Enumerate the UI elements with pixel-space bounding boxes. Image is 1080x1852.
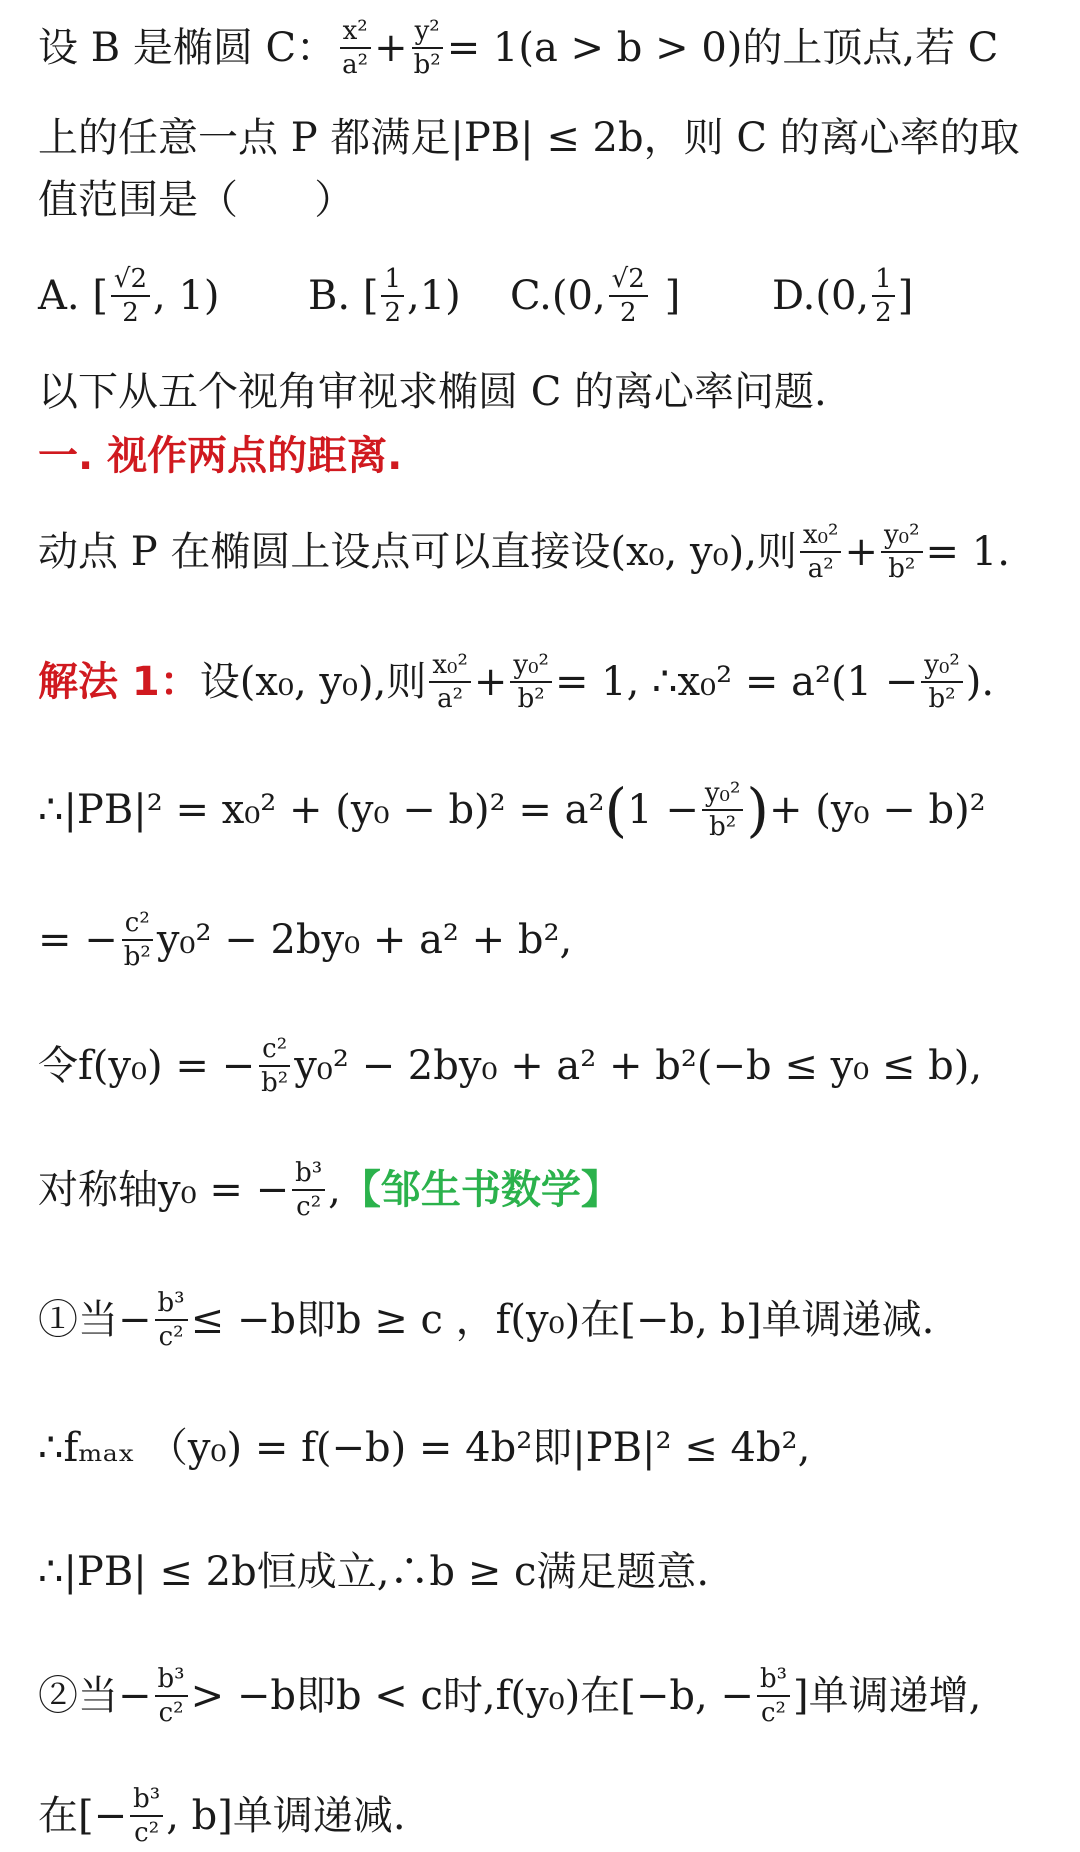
equation-text: ∴|PB|² = x₀² + (y₀ − b)² = a² [38,787,605,833]
problem-text: 设 B 是椭圆 C： [38,25,337,71]
numerator: b³ [292,1160,325,1191]
case-2 [38,1666,1056,1726]
section-heading: 一. 视作两点的距离. [38,433,403,479]
denominator: c² [296,1192,322,1222]
solution-text: = 1, ∴x₀² = a²(1 − [554,659,919,705]
equation-4 [38,1160,1056,1220]
denominator: c² [760,1698,786,1728]
fraction-x2-a2 [339,18,371,78]
numerator: 1 [381,266,404,297]
fraction [292,1160,325,1220]
option-text: B. [ [308,273,379,319]
paragraph-1 [38,522,1056,582]
option-text: D.(0, [772,273,870,319]
numerator: b³ [757,1666,790,1697]
fraction [881,522,923,582]
equation-text: ∴|PB| ≤ 2b恒成立,∴b ≥ c满足题意. [38,1549,710,1595]
equation-text: y₀² − 2by₀ + a² + b²(−b ≤ y₀ ≤ b), [294,1043,983,1089]
numerator: y₀² [881,522,923,553]
paragraph-text: 动点 P 在椭圆上设点可以直接设(x₀, y₀),则 [38,529,797,575]
numerator: √2 [111,266,150,297]
equation-text: 1 − [627,787,699,833]
fraction [155,1290,188,1350]
numerator: x₀² [800,522,842,553]
numerator: x² [340,18,371,49]
fraction [111,266,150,326]
problem-text: = 1(a > b > 0)的上顶点,若 C [446,25,999,71]
problem-line-1 [38,18,1056,78]
option-text: , 1) [153,273,220,319]
option-a [38,266,220,326]
numerator: y₀² [921,652,963,683]
fraction [872,266,895,326]
denominator: b² [928,684,956,714]
numerator: x₀² [429,652,471,683]
equation-text: 对称轴y₀ = − [38,1167,290,1213]
equation-text: + (y₀ − b)² [769,787,986,833]
equation-text: ]单调递增, [793,1673,982,1719]
option-text: ] [897,273,914,319]
equation-6 [38,1548,1056,1596]
plus-sign: + [844,529,878,575]
fraction [921,652,963,712]
denominator: a² [807,554,834,584]
fraction-y2-b2 [411,18,444,78]
equation-text: ②当− [38,1673,152,1719]
problem-line-3 [38,176,1056,224]
denominator: b² [123,942,151,972]
denominator: 2 [619,298,637,328]
equation-text: y₀² − 2by₀ + a² + b², [156,917,573,963]
option-d [772,266,913,326]
equation-text: ≤ −b即b ≥ c ，f(y₀)在[−b, b]单调递减. [190,1297,935,1343]
option-text: C.(0, [510,273,606,319]
denominator: a² [437,684,464,714]
denominator: 2 [384,298,401,328]
denominator: b² [413,50,441,80]
option-c [510,266,680,326]
equation-text: , b]单调递减. [166,1793,406,1839]
denominator: b² [709,812,737,842]
denominator: b² [517,684,545,714]
numerator: y² [412,18,443,49]
paragraph-text: = 1. [925,529,1010,575]
fraction [381,266,404,326]
equation-3 [38,1036,1056,1096]
plus-sign: + [473,659,508,705]
problem-text: 值范围是（ ） [38,177,355,223]
section-title [38,432,1056,480]
equation-text: ∴fₘₐₓ （y₀) = f(−b) = 4b²即|PB|² ≤ 4b², [38,1425,811,1471]
fraction [130,1786,163,1846]
problem-line-2 [38,114,1056,162]
plus-sign: + [374,25,408,71]
fraction [429,652,471,712]
equation-7 [38,1786,1056,1846]
denominator: c² [134,1818,160,1848]
intro-text: 以下从五个视角审视求椭圆 C 的离心率问题. [38,369,827,415]
problem-text: 上的任意一点 P 都满足|PB| ≤ 2b，则 C 的离心率的取 [38,115,1020,161]
denominator: c² [158,1322,184,1352]
fraction [702,780,744,840]
numerator: b³ [155,1290,188,1321]
equation-text: , [328,1167,341,1213]
equation-text: ①当− [38,1297,152,1343]
numerator: y₀² [510,652,552,683]
fraction [121,910,154,970]
denominator: b² [261,1068,289,1098]
equation-1 [38,775,1056,844]
denominator: a² [342,50,369,80]
numerator: c² [122,910,153,941]
equation-text: = − [38,917,118,963]
fraction [609,266,648,326]
equation-text: 令f(y₀) = − [38,1043,256,1089]
big-paren: ( [604,775,628,844]
fraction [258,1036,291,1096]
brand-watermark: 【邹生书数学】 [340,1167,621,1213]
solution-label: 解法 1： [38,659,200,705]
denominator: 2 [122,298,139,328]
numerator: √2 [609,266,648,297]
fraction [757,1666,790,1726]
numerator: c² [259,1036,290,1067]
fraction [800,522,842,582]
big-paren: ) [746,775,770,844]
option-b [308,266,461,326]
equation-text: 在[− [38,1793,128,1839]
equation-text: > −b即b < c时,f(y₀)在[−b, − [190,1673,754,1719]
denominator: b² [888,554,916,584]
fraction [155,1666,188,1726]
equation-5 [38,1424,1056,1472]
solution-1-line [38,652,1056,712]
fraction [510,652,552,712]
intro-line [38,368,1056,416]
denominator: 2 [875,298,892,328]
solution-text: 设(x₀, y₀),则 [199,659,427,705]
option-text: ,1) [406,273,461,319]
denominator: c² [158,1698,184,1728]
numerator: b³ [130,1786,163,1817]
option-text: A. [ [38,273,108,319]
numerator: y₀² [702,780,744,811]
solution-text: ). [965,659,995,705]
numerator: b³ [155,1666,188,1697]
option-text: ] [664,273,681,319]
case-1 [38,1290,1056,1350]
equation-2 [38,910,1056,970]
numerator: 1 [872,266,895,297]
